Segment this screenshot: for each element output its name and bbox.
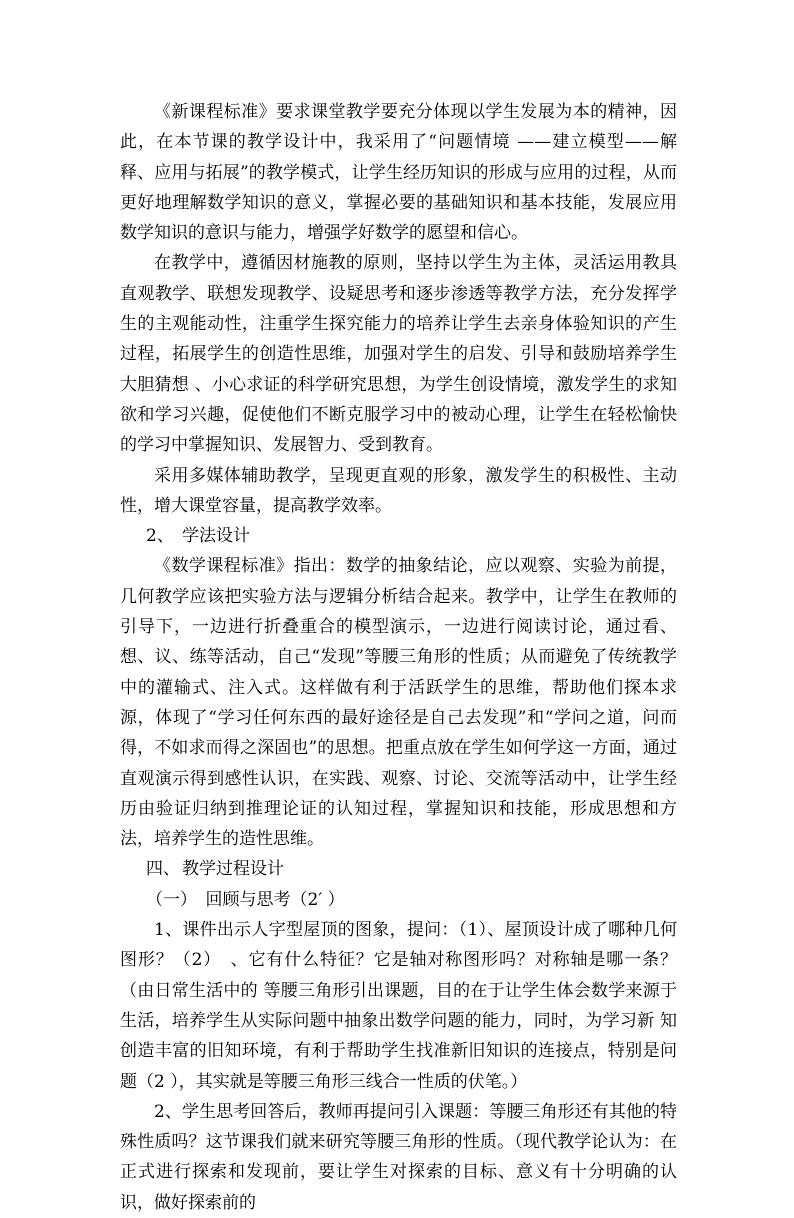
section-heading-teaching-process — [120, 854, 677, 884]
document-page — [120, 97, 677, 1218]
paragraph-teaching-methods: 在教学中，遵循因材施教的原则，坚持以学生为主体，灵活运用教具直观教学、联想发现教学、设疑思考和逐步渗透等教学方法，充分发挥学生的主观能动性，注重学生探究能力的培养让学生去亲身体验知识的产生过程，拓展学生的创造性思维，加强对学生的启发、引导和鼓励培养学生大胆猜想 、小心求证的科学研究思想，为学生创设情境，激发学生的求知欲和学习兴趣，促使他们不断克服学习中的被动心理，让学生在轻松愉快的学习中掌握知识、发展智力、受到教育。 — [120, 253, 677, 456]
paragraph-study-method: 《数学课程标准》指出：数学的抽象结论，应以观察、实验为前提，几何教学应该把实验方法与逻辑分析结合起来。教学中，让学生在教师的引导下，一边进行折叠重合的模型演示，一边进行阅读讨论，通过看、想、议、练等活动，自己“发现”等腰三角形的性质；从而避免了传统教学中的灌输式、注入式。这样做有利于活跃学生的思维，帮助他们探本求源，体现了“学习任何东西的最好途径是自己去发现”和“学问之道，问而得，不如求而得之深固也”的思想。把重点放在学生如何学这一方面，通过直观演示得到感性认识，在实践、观察、讨论、交流等活动中，让学生经历由验证归纳到推理论证的认知过程，掌握知识和技能，形成思想和方法，培养学生的造性思维。 — [120, 556, 677, 850]
section-title: 教学过程设计 — [182, 859, 284, 880]
paragraph-teaching-mode: 《新课程标准》要求课堂教学要充分体现以学生发展为本的精神，因此，在本节课的教学设计中，我采用了“问题情境 ——建立模型——解释、应用与拓展”的教学模式，让学生经历知识的形成与应用的过程，从而更好地理解数学知识的意义，掌握必要的基础知识和基本技能，发展应用数学知识的意识与能力，增强学好数学的愿望和信心。 — [120, 102, 677, 244]
paragraph-multimedia: 采用多媒体辅助教学，呈现更直观的形象，激发学生的积极性、主动性，增大课堂容量，提高教学效率。 — [120, 465, 677, 516]
section-number: 四、 — [146, 859, 180, 880]
subsection-heading-review: （一） 回顾与思考（2′ ） — [146, 889, 345, 910]
section-number: 2、 — [146, 526, 174, 547]
paragraph-step-2: 2、学生思考回答后，教师再提问引入课题：等腰三角形还有其他的特殊性质吗？这节课我们就来研究等腰三角形的性质。（现代教学论认为：在正式进行探索和发现前，要让学生对探索的目标、意义有十分明确的认识，做好探索前的 — [120, 1101, 677, 1213]
section-title: 学法设计 — [182, 526, 250, 547]
paragraph-step-1: 1、课件出示人字型屋顶的图象，提问：（1）、屋顶设计成了哪种几何图形？（2） 、它有什么特征？它是轴对称图形吗？对称轴是哪一条？（由日常生活中的 等腰三角形引出课题，目的在于让学生体会数学来源于生活，培养学生从实际问题中抽象出数学问题的能力，同时，为学习新 知创造丰富的旧知环境，有利于帮助学生找准新旧知识的连接点，特别是问题（2 ），其实就是等腰三角形三线合一性质的伏笔。） — [120, 920, 677, 1092]
section-heading-study-method — [120, 521, 677, 551]
